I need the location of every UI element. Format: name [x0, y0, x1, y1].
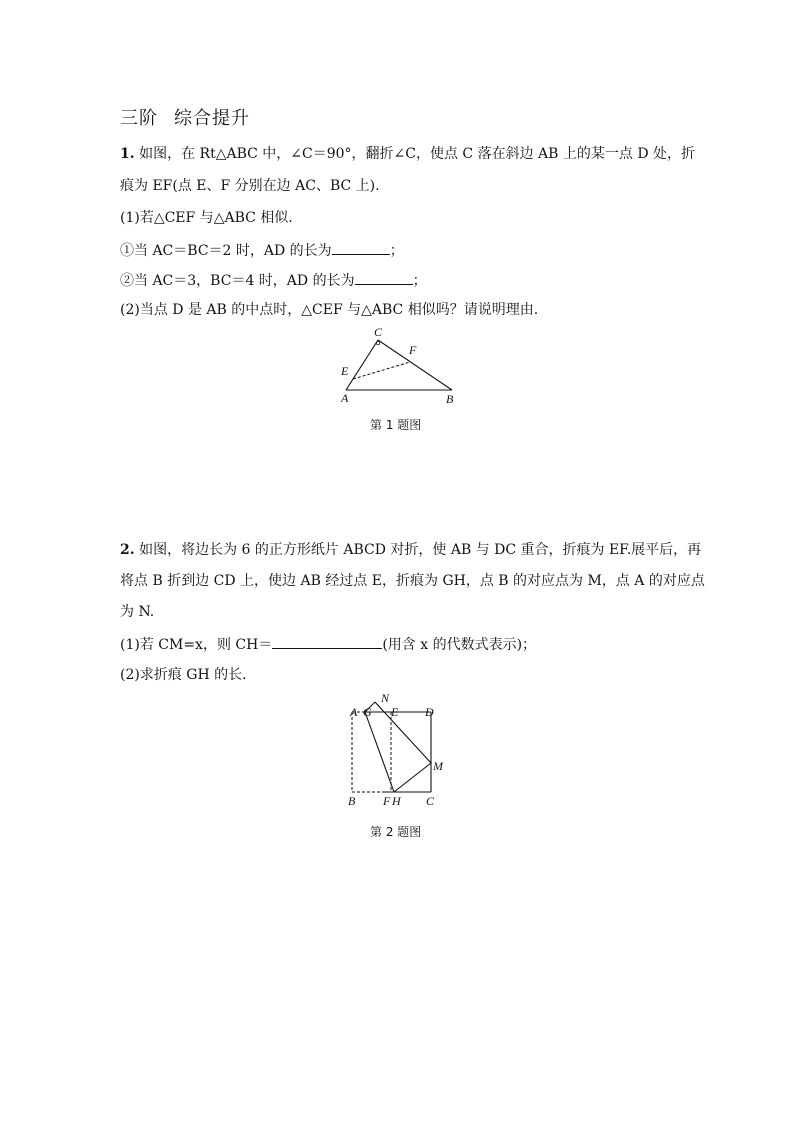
- section-title-level: 三阶: [120, 108, 158, 129]
- q1-part1-ii-text: ②当 AC＝3，BC＝4 时，AD 的长为: [120, 273, 355, 289]
- q2-label-f: F: [383, 794, 391, 808]
- q2-line-3: 为 N.: [120, 604, 155, 620]
- q1-number: 1.: [120, 146, 135, 162]
- q1-figure-caption: 第 1 题图: [370, 418, 422, 432]
- q2-number: 2.: [120, 542, 135, 558]
- q1-line-3: (1)若△CEF 与△ABC 相似.: [120, 210, 293, 226]
- q1-line-2: 痕为 EF(点 E、F 分别在边 AC、BC 上).: [120, 178, 380, 194]
- q2-edge-mh: [394, 763, 431, 792]
- q1-line-6: (2)当点 D 是 AB 的中点时，△CEF 与△ABC 相似吗？请说明理由.: [120, 302, 539, 318]
- q1-right-angle-mark: [376, 341, 380, 345]
- q2-text-1: 如图，将边长为 6 的正方形纸片 ABCD 对折，使 AB 与 DC 重合，折痕为 EF.展平后，再: [139, 542, 702, 558]
- q2-label-b: B: [348, 794, 356, 808]
- section-title: [120, 104, 250, 130]
- q1-part1-ii-end: ；: [412, 273, 427, 289]
- q1-label-f: F: [409, 343, 417, 357]
- q1-label-a: A: [341, 391, 349, 405]
- q2-label-a: A: [350, 705, 358, 719]
- q1-side-ac: [346, 340, 378, 390]
- q2-label-e: E: [391, 705, 399, 719]
- q1-label-c: C: [374, 325, 383, 339]
- q2-line-5: (2)求折痕 GH 的长.: [120, 667, 247, 683]
- q2-answer-blank[interactable]: [272, 634, 382, 649]
- q2-label-n: N: [381, 691, 390, 705]
- q1-line-5: [120, 270, 427, 291]
- q2-figure: [340, 690, 465, 810]
- q2-part1-text: (1)若 CM=x，则 CH＝: [120, 637, 273, 653]
- section-title-text: 综合提升: [174, 108, 250, 129]
- q1-label-e: E: [341, 364, 349, 378]
- q1-part1-i-text: ①当 AC＝BC＝2 时，AD 的长为: [120, 243, 332, 259]
- q2-label-m: M: [433, 759, 443, 773]
- q1-line-1: [120, 144, 695, 164]
- q2-line-1: [120, 540, 701, 560]
- q2-label-c: C: [426, 794, 435, 808]
- q2-line-2: 将点 B 折到边 CD 上，使边 AB 经过点 E，折痕为 GH，点 B 的对应点为 M，点 A 的对应点: [120, 573, 705, 589]
- q2-label-d: D: [425, 705, 434, 719]
- q1-label-b: B: [446, 392, 454, 406]
- q1-part1-i-end: ；: [389, 243, 404, 259]
- q2-label-h: H: [392, 794, 401, 808]
- q1-answer-blank-2[interactable]: [355, 270, 413, 285]
- q2-part1-end: (用含 x 的代数式表示)；: [382, 637, 537, 653]
- q2-edge-nm: [375, 702, 431, 763]
- q1-fold-ef: [353, 362, 410, 379]
- q2-figure-caption: 第 2 题图: [370, 825, 422, 839]
- q1-answer-blank-1[interactable]: [332, 240, 390, 255]
- q2-label-g: G: [363, 705, 372, 719]
- q2-line-4: [120, 634, 536, 655]
- q1-text-1: 如图，在 Rt△ABC 中，∠C＝90°，翻折∠C，使点 C 落在斜边 AB 上的某一点 D 处，折: [139, 146, 696, 162]
- q1-line-4: [120, 240, 404, 261]
- q2-fold-gh: [365, 712, 394, 792]
- q1-figure: [330, 322, 465, 408]
